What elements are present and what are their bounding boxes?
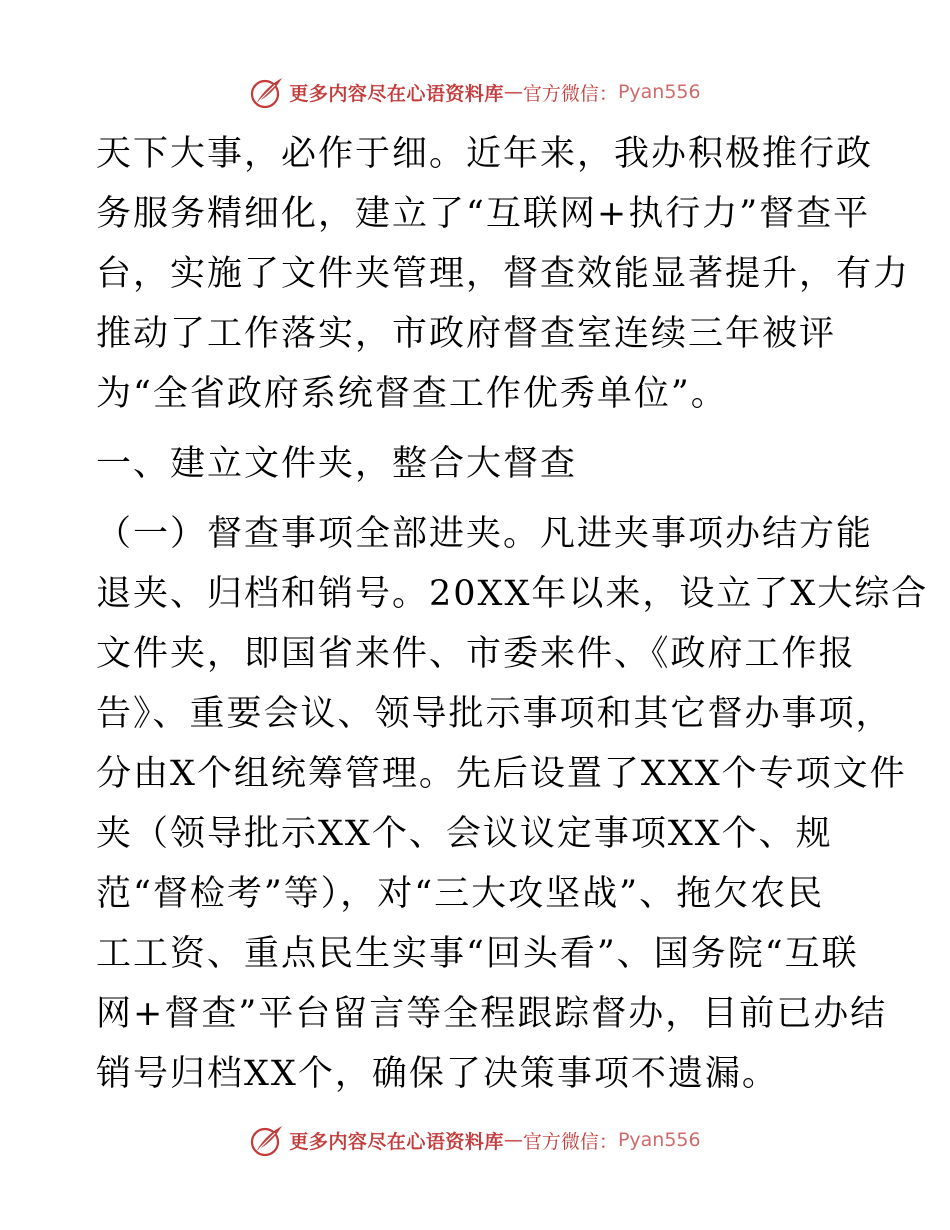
- footer-watermark-banner: [0, 1122, 950, 1158]
- paragraph-line: 告》、重要会议、领导批示事项和其它督办事项，: [96, 694, 893, 734]
- banner-wechat-id: Pyan556: [617, 81, 701, 103]
- banner-main-text: 更多内容尽在心语资料库: [289, 82, 504, 105]
- banner-wechat-id: Pyan556: [617, 1129, 701, 1151]
- paragraph-line: 文件夹，即国省来件、市委来件、《政府工作报: [96, 634, 856, 674]
- body-paragraph: [96, 504, 929, 1104]
- paragraph-line: 台，实施了文件夹管理，督查效能显著提升，有力: [96, 254, 911, 294]
- banner-separator: —: [503, 1129, 523, 1151]
- document-body: [96, 124, 929, 1104]
- banner-separator: —: [503, 81, 523, 103]
- paragraph-line: 工工资、重点民生实事“回头看”、国务院“互联: [96, 934, 859, 974]
- banner-main-text: 更多内容尽在心语资料库: [289, 1130, 504, 1153]
- paragraph-line: 夹（领导批示XX个、会议议定事项XX个、规: [96, 814, 833, 854]
- feather-pen-circle-icon: [249, 74, 285, 110]
- paragraph-line: 销号归档XX个，确保了决策事项不遗漏。: [96, 1054, 779, 1094]
- paragraph-line: （一）督查事项全部进夹。凡进夹事项办结方能: [96, 514, 874, 554]
- paragraph-line: 分由X个组统筹管理。先后设置了XXX个专项文件: [96, 754, 907, 794]
- banner-wechat-label: 官方微信：: [522, 1130, 618, 1153]
- banner-wechat-label: 官方微信：: [522, 82, 618, 105]
- paragraph-line: 退夹、归档和销号。20XX年以来，设立了X大综合: [96, 574, 929, 614]
- paragraph-line: 推动了工作落实，市政府督查室连续三年被评: [96, 314, 837, 354]
- paragraph-line: 天下大事，必作于细。近年来，我办积极推行政: [96, 134, 874, 174]
- header-watermark-banner: [0, 74, 950, 110]
- feather-pen-circle-icon: [249, 1122, 285, 1158]
- section-heading: [96, 434, 866, 494]
- paragraph-line: 网+督查”平台留言等全程跟踪督办，目前已办结: [96, 994, 888, 1034]
- paragraph-line: 范“督检考”等），对“三大攻坚战”、拖欠农民: [96, 874, 825, 914]
- section-heading-line: 一、建立文件夹，整合大督查: [96, 444, 578, 484]
- paragraph-line: 为“全省政府系统督查工作优秀单位”。: [96, 374, 728, 414]
- paragraph-line: 务服务精细化，建立了“互联网+执行力”督查平: [96, 194, 871, 234]
- intro-paragraph: [96, 124, 911, 424]
